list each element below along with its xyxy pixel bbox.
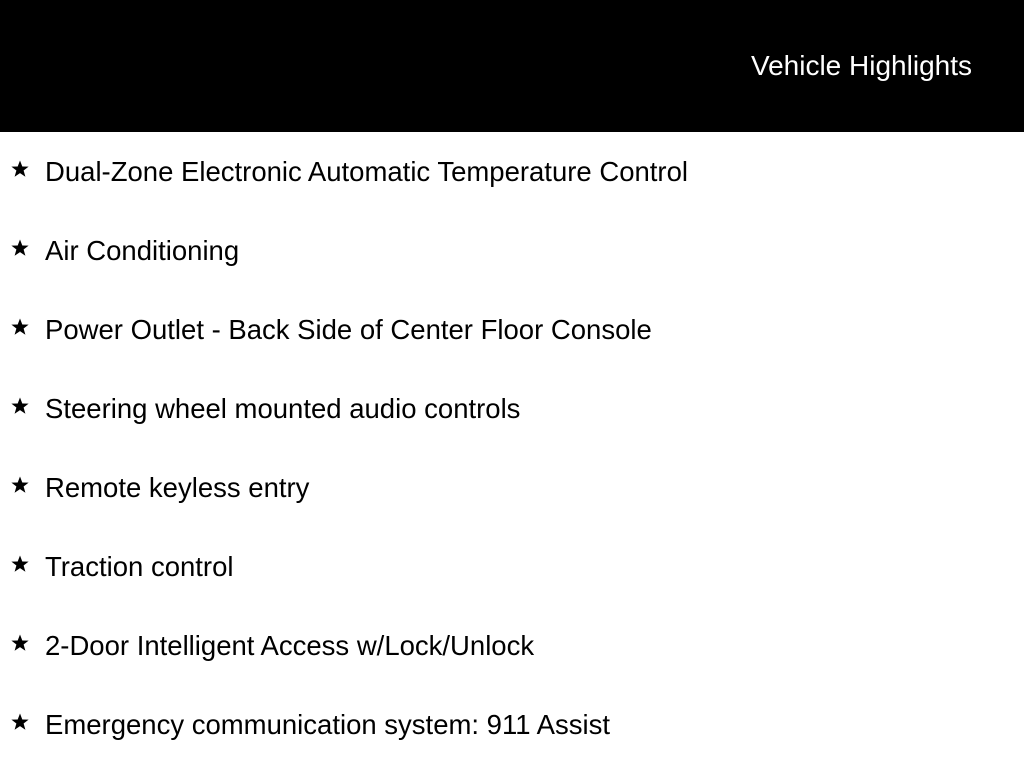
list-item — [0, 290, 1024, 369]
list-item — [0, 211, 1024, 290]
star-icon — [10, 396, 30, 416]
list-item — [0, 369, 1024, 448]
list-item-label: Dual-Zone Electronic Automatic Temperature Control — [45, 156, 688, 187]
list-item-label: Emergency communication system: 911 Assist — [45, 709, 610, 740]
list-item-label: 2-Door Intelligent Access w/Lock/Unlock — [45, 630, 535, 661]
list-item-label: Remote keyless entry — [45, 472, 310, 503]
star-icon — [10, 159, 30, 179]
page-title: Vehicle Highlights — [750, 50, 972, 81]
list-item — [0, 527, 1024, 606]
star-icon — [10, 238, 30, 258]
list-item-label: Air Conditioning — [45, 235, 240, 266]
star-icon — [10, 475, 30, 495]
vehicle-highlights-list — [0, 132, 1024, 764]
star-icon — [10, 317, 30, 337]
header-bar — [0, 0, 1024, 132]
star-icon — [10, 633, 30, 653]
list-item-label: Power Outlet - Back Side of Center Floor Console — [45, 314, 652, 345]
star-icon — [10, 712, 30, 732]
list-item — [0, 132, 1024, 211]
star-icon — [10, 554, 30, 574]
list-item-label: Traction control — [45, 551, 234, 582]
list-item — [0, 606, 1024, 685]
list-item — [0, 448, 1024, 527]
list-item-label: Steering wheel mounted audio controls — [45, 393, 521, 424]
list-item — [0, 685, 1024, 764]
